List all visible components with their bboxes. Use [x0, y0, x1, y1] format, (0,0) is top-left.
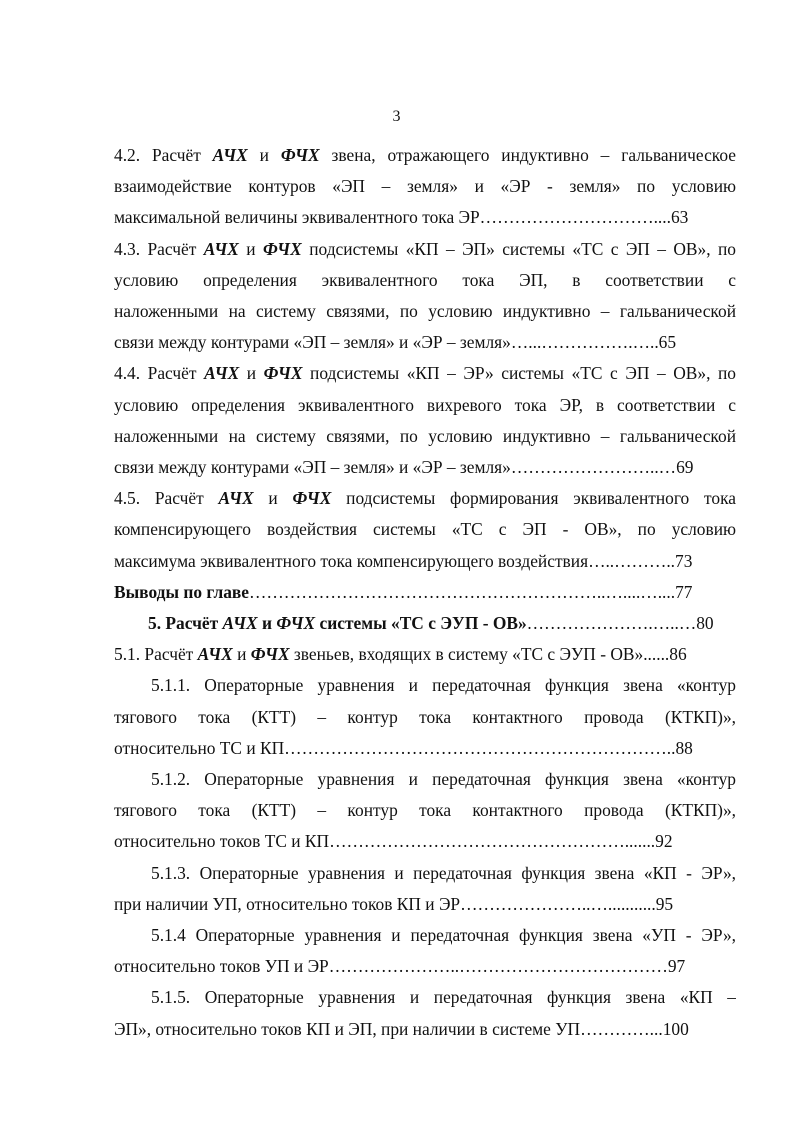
toc-entry-4-4-line-4: связи между контурами «ЭП – земля» и «ЭР – земля»……………………..…69: [114, 457, 694, 478]
page-number: 3: [392, 108, 401, 125]
toc-entry-5-1-4-line-1: 5.1.4 Операторные уравнения и передаточная функция звена «УП - ЭР»,: [151, 925, 736, 946]
fchx-term: ФЧХ: [280, 145, 320, 165]
toc-entry-5-1-5[interactable]: [114, 982, 736, 1044]
toc-entry-4-3-line-1: 4.3. Расчёт АЧХ и ФЧХ подсистемы «КП – ЭП» системы «ТС с ЭП – ОВ», по: [114, 238, 736, 259]
toc-entry-5-1-2-line-3: относительно токов ТС и КП…………………………………………….......92: [114, 831, 673, 852]
toc-entry-5-1-4[interactable]: [114, 920, 736, 982]
toc-entry-5-1-2-line-2: тягового тока (КТТ) – контур тока контактного провода (КТКП)»,: [114, 800, 736, 821]
toc-entry-4-5-line-3: максимума эквивалентного тока компенсирующего воздействия…..………..73: [114, 550, 693, 571]
achx-term: АЧХ: [204, 363, 240, 384]
toc-entry-5-1-1-line-2: тягового тока (КТТ) – контур тока контактного провода (КТКП)»,: [114, 706, 736, 727]
fchx-term: ФЧХ: [263, 363, 303, 384]
toc-entry-4-5-line-2: компенсирующего воздействия системы «ТС с ЭП - ОВ», по условию: [114, 519, 736, 540]
achx-term: АЧХ: [222, 613, 258, 634]
conclusions-label: Выводы по главе: [114, 581, 250, 602]
toc-entry-4-4-line-1: 4.4. Расчёт АЧХ и ФЧХ подсистемы «КП – ЭР» системы «ТС с ЭП – ОВ», по: [114, 363, 736, 384]
toc-entry-5-1-5-line-1: 5.1.5. Операторные уравнения и передаточная функция звена «КП –: [151, 987, 736, 1008]
toc-entry-4-2-line-3: максимальной величины эквивалентного тока ЭР…………………………....63: [114, 207, 689, 228]
toc-entry-4-2[interactable]: [114, 140, 736, 234]
toc-entry-4-3-line-2: условию определения эквивалентного тока ЭП, в соответствии с: [114, 269, 736, 290]
toc-entry-4-5[interactable]: [114, 483, 736, 577]
toc-entry-5-1-line: 5.1. Расчёт АЧХ и ФЧХ звеньев, входящих в систему «ТС с ЭУП - ОВ»......86: [114, 644, 687, 665]
toc-entry-5-1-3-line-1: 5.1.3. Операторные уравнения и передаточная функция звена «КП - ЭР»,: [151, 862, 736, 883]
fchx-term: ФЧХ: [262, 238, 302, 259]
toc-entry-conclusions[interactable]: [114, 577, 736, 608]
toc-entry-4-3[interactable]: [114, 234, 736, 359]
achx-term: АЧХ: [212, 145, 248, 165]
toc-entry-5-1-1[interactable]: [114, 670, 736, 764]
toc-entry-5-1-2-line-1: 5.1.2. Операторные уравнения и передаточная функция звена «контур: [151, 769, 736, 790]
fchx-term: ФЧХ: [250, 644, 290, 665]
toc-entry-5-1[interactable]: [114, 639, 736, 670]
toc-entry-4-3-line-4: связи между контурами «ЭП – земля» и «ЭР – земля»…...…………….…..65: [114, 332, 677, 353]
toc-entry-4-2-line-2: взаимодействие контуров «ЭП – земля» и «ЭР - земля» по условию: [114, 176, 736, 197]
fchx-term: ФЧХ: [292, 488, 332, 509]
toc-entry-5-1-4-line-2: относительно токов УП и ЭР…………………..………………………………97: [114, 956, 686, 977]
toc-entry-5-1-2[interactable]: [114, 764, 736, 858]
toc-entry-4-2-line-1: 4.2. Расчёт АЧХ и ФЧХ звена, отражающего индуктивно – гальваническое: [114, 145, 736, 165]
toc-entry-5-1-3[interactable]: [114, 858, 736, 920]
toc-entry-5-1-1-line-3: относительно ТС и КП…………………………………………………………..88: [114, 737, 693, 758]
toc-entry-4-4-line-3: наложенными на систему связями, по условию индуктивно – гальванической: [114, 425, 736, 446]
toc-entry-4-5-line-1: 4.5. Расчёт АЧХ и ФЧХ подсистемы формирования эквивалентного тока: [114, 488, 736, 509]
fchx-term: ФЧХ: [276, 613, 316, 634]
table-of-contents: [114, 140, 736, 1045]
toc-entry-5-1-5-line-2: ЭП», относительно токов КП и ЭП, при наличии в системе УП…………...100: [114, 1018, 689, 1039]
toc-entry-5-1-3-line-2: при наличии УП, относительно токов КП и ЭР…………………..…...........95: [114, 893, 674, 914]
toc-entry-chapter-5-line: 5. Расчёт АЧХ и ФЧХ системы «ТС с ЭУП - ОВ»………………….…..…80: [148, 613, 714, 634]
achx-term: АЧХ: [197, 644, 233, 665]
toc-entry-5-1-1-line-1: 5.1.1. Операторные уравнения и передаточная функция звена «контур: [151, 675, 736, 696]
toc-entry-4-4-line-2: условию определения эквивалентного вихревого тока ЭР, в соответствии с: [114, 394, 736, 415]
toc-entry-4-4[interactable]: [114, 358, 736, 483]
achx-term: АЧХ: [203, 238, 239, 259]
toc-entry-chapter-5[interactable]: [114, 608, 736, 639]
toc-entry-conclusions-line: Выводы по главе……………………………………………………..…....…....77: [114, 581, 693, 602]
achx-term: АЧХ: [218, 488, 254, 509]
toc-entry-4-3-line-3: наложенными на систему связями, по условию индуктивно – гальванической: [114, 301, 736, 322]
